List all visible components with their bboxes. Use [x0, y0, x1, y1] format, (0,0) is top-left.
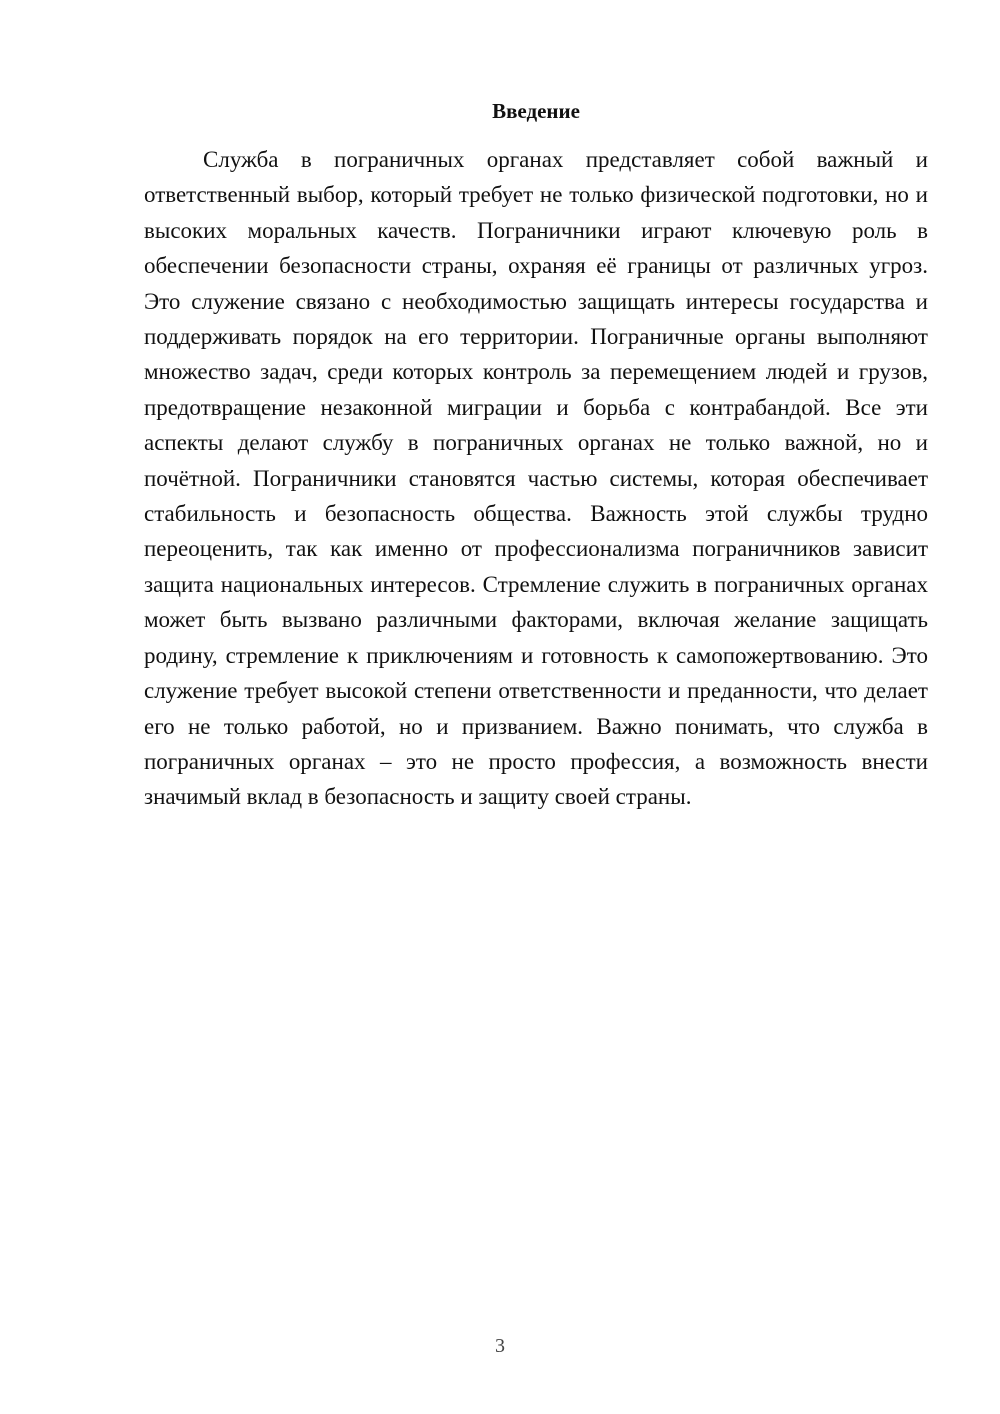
section-heading: Введение — [492, 99, 580, 123]
body-paragraph: Служба в пограничных органах представляет собой важный и ответственный выбор, который требует не только физической подготовки, но и высоких моральных качеств. Пограничники играют ключевую роль в обеспечении безопасности страны, охраняя её границы от различных угроз. Это служение связано с необходимостью защищать интересы государства и поддерживать порядок на его территории. Пограничные органы выполняют множество задач, среди которых контроль за перемещением людей и грузов, предотвращение незаконной миграции и борьба с контрабандой. Все эти аспекты делают службу в пограничных органах не только важной, но и почётной. Пограничники становятся частью системы, которая обеспечивает стабильность и безопасность общества. Важность этой службы трудно переоценить, так как именно от профессионализма пограничников зависит защита национальных интересов. Стремление служить в пограничных органах может быть вызвано различными факторами, включая желание защищать родину, стремление к приключениям и готовность к самопожертвованию. Это служение требует высокой степени ответственности и преданности, что делает его не только работой, но и призванием. Важно понимать, что служба в пограничных органах – это не просто профессия, а возможность внести значимый вклад в безопасность и защиту своей страны. — [144, 147, 928, 810]
page-number: 3 — [495, 1335, 505, 1357]
